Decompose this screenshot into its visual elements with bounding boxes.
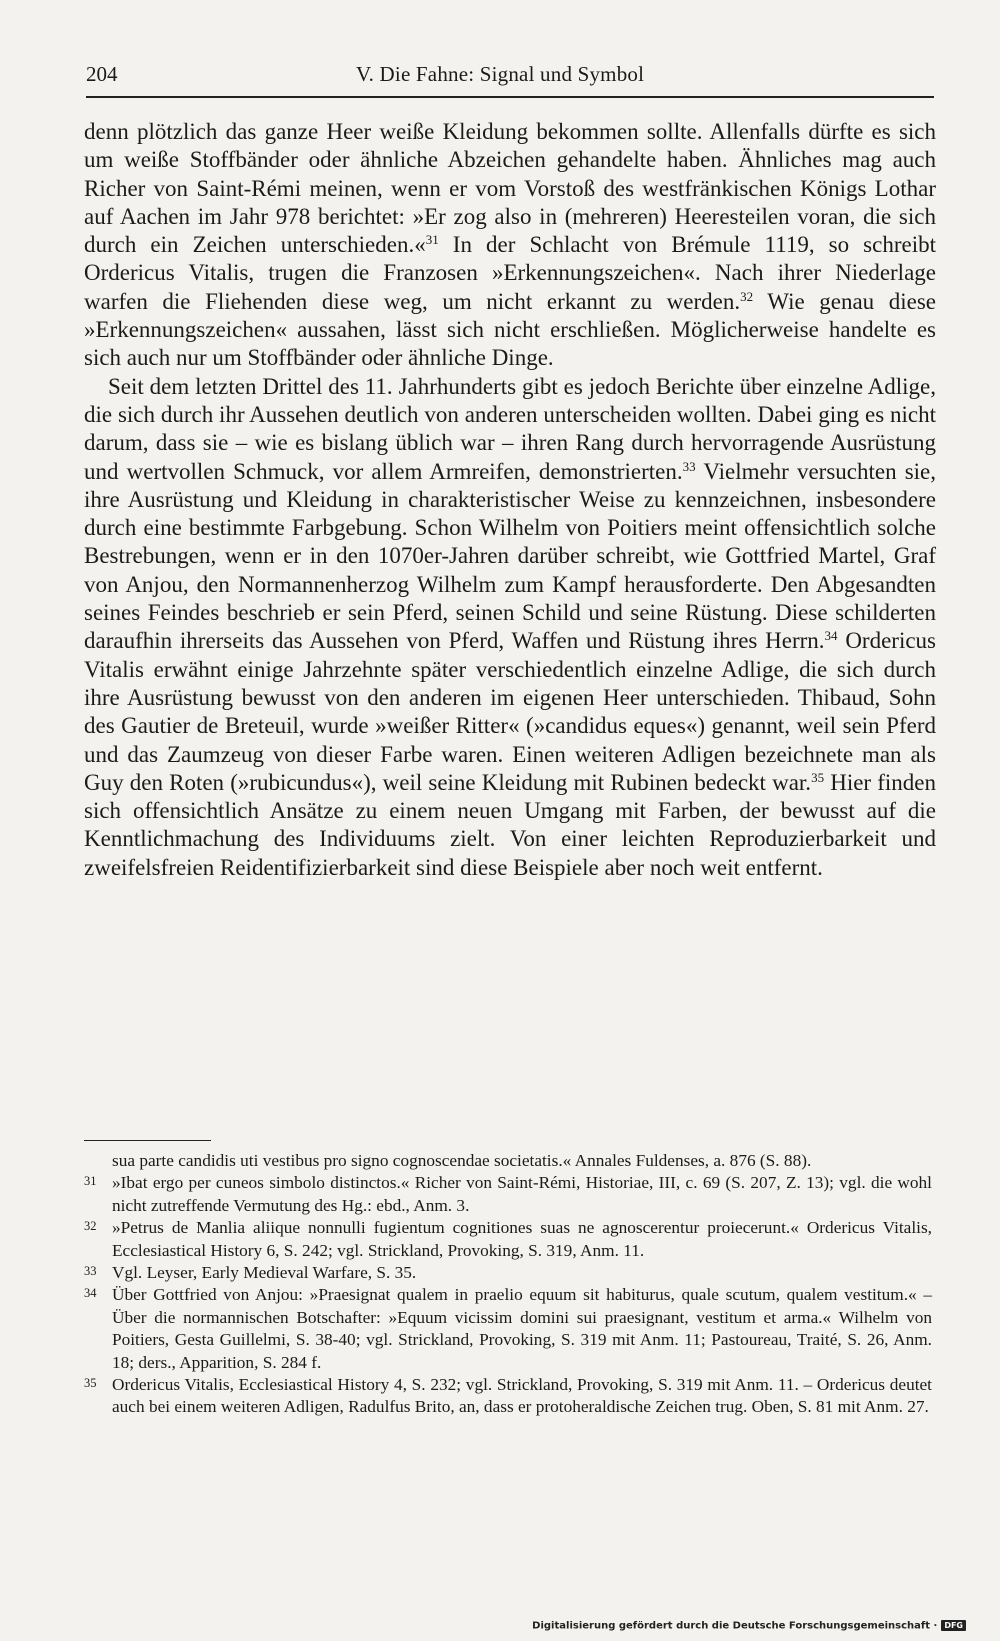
footnote-number: 31 [84, 1174, 97, 1189]
footnote-number: 34 [84, 1286, 97, 1301]
page-number: 204 [86, 62, 118, 86]
footnote-number: 35 [84, 1376, 97, 1391]
footnote-31: 31 »Ibat ergo per cuneos simbolo distinctos.« Richer von Saint-Rémi, Historiae, III, c. 69 (S. 207, Z. 13); vgl. die wohl nicht zutreffende Vermutung des Hg.: ebd., Anm. 3. [84, 1172, 932, 1217]
footnote-number: 33 [84, 1264, 97, 1279]
footnote-continuation: sua parte candidis uti vestibus pro signo cognoscendae societatis.« Annales Fuldenses, a. 876 (S. 88). [112, 1151, 812, 1170]
footnote-ref-35[interactable]: 35 [811, 769, 825, 785]
dfg-logo: DFG [941, 1620, 966, 1631]
digitization-credit: Digitalisierung gefördert durch die Deutsche Forschungsgemeinschaft · DFG [532, 1620, 966, 1632]
paragraph-1: denn plötzlich das ganze Heer weiße Kleidung bekommen sollte. Allenfalls dürfte es sich um weiße Stoffbänder oder ähnliche Abzeichen gehandelte haben. Ähnliches mag auch Richer von Saint-Rémi meinen, wenn er vom Vorstoß des westfränkischen Königs Lothar auf Aachen im Jahr 978 berichtet: »Er zog also in (mehreren) Heeresteilen voran, die sich durch ein Zeichen unterschieden.«$^{31}$ In der Schlacht von Brémule 1119, so schreibt Ordericus Vitalis, trugen die Franzosen »Erkennungszeichen«. Nach ihrer Niederlage warfen die Fliehenden diese weg, um nicht erkannt zu werden.$^{32}$ Wie genau diese »Erkennungszeichen« aussahen, lässt sich nicht erschließen. Möglicherweise handelte es sich auch nur um Stoffbänder oder ähnliche Dinge. [84, 119, 936, 371]
footnote-ref-34[interactable]: 34 [824, 628, 838, 644]
running-head [86, 62, 934, 92]
footnote-35: 35 Ordericus Vitalis, Ecclesiastical History 4, S. 232; vgl. Strickland, Provoking, S. 319 mit Anm. 11. – Ordericus deutet auch bei einem weiteren Adligen, Radulfus Brito, an, dass er protoheraldische Zeichen trug. Oben, S. 81 mit Anm. 27. [84, 1374, 932, 1419]
footnotes [84, 1150, 932, 1419]
paragraph-2: Seit dem letzten Drittel des 11. Jahrhunderts gibt es jedoch Berichte über einzelne Adlige, die sich durch ihr Aussehen deutlich von anderen unterscheiden wollten. Dabei ging es nicht darum, dass sie – wie es bislang üblich war – ihren Rang durch hervorragende Ausrüstung und wertvollen Schmuck, vor allem Armreifen, demonstrierten.$^{33}$ Vielmehr versuchten sie, ihre Ausrüstung und Kleidung in charakteristischer Weise zu kennzeichnen, insbesondere durch eine bestimmte Farbgebung. Schon Wilhelm von Poitiers meint offensichtlich solche Bestrebungen, wenn er in den 1070er-Jahren darüber schreibt, wie Gottfried Martel, Graf von Anjou, den Normannenherzog Wilhelm zum Kampf herausforderte. Den Abgesandten seines Feindes beschrieb er sein Pferd, seinen Schild und seine Rüstung. Diese schilderten daraufhin ihrerseits das Aussehen von Pferd, Waffen und Rüstung ihres Herrn.$^{34}$ Ordericus Vitalis erwähnt einige Jahrzehnte später verschiedentlich einzelne Adlige, die sich durch ihre Ausrüstung bewusst von den anderen im eigenen Heer unterschieden. Thibaud, Sohn des Gautier de Breteuil, wurde »weißer Ritter« (»candidus eques«) genannt, weil sein Pferd und das Zaumzeug von dieser Farbe waren. Einen weiteren Adligen bezeichnete man als Guy den Roten (»rubicundus«), weil seine Kleidung mit Rubinen bedeckt war.$^{35}$ Hier finden sich offensichtlich Ansätze zu einem neuen Umgang mit Farben, der bewusst auf die Kenntlichmachung des Individuums zielt. Von einer leichten Reproduzierbarkeit und zweifelsfreien Reidentifizierbarkeit sind diese Beispiele aber noch weit entfernt. [84, 373, 937, 880]
footnote-32: 32 »Petrus de Manlia aliique nonnulli fugientum cognitiones suas ne agnoscerentur proiecerunt.« Ordericus Vitalis, Ecclesiastical History 6, S. 242; vgl. Strickland, Provoking, S. 319, Anm. 11. [84, 1217, 932, 1262]
footnote-ref-31[interactable]: 31 [425, 232, 439, 248]
header-rule [86, 96, 934, 98]
footnote-33: 33 Vgl. Leyser, Early Medieval Warfare, S. 35. [84, 1262, 932, 1284]
footnote-number: 32 [84, 1219, 97, 1234]
running-title: V. Die Fahne: Signal und Symbol [356, 62, 645, 86]
footnote-ref-32[interactable]: 32 [740, 288, 754, 304]
footnote-34: 34 Über Gottfried von Anjou: »Praesignat qualem in praelio equum sit habiturus, quale scutum, qualem vestitum.« – Über die normannischen Botschafter: »Equum vicissim domini sui praesignant, vestitum et arma.« Wilhelm von Poitiers, Gesta Guillelmi, S. 38-40; vgl. Strickland, Provoking, S. 319 mit Anm. 11; Pastoureau, Traité, S. 26, Anm. 18; ders., Apparition, S. 284 f. [84, 1284, 932, 1374]
footnote-ref-33[interactable]: 33 [682, 458, 696, 474]
main-text [84, 118, 936, 882]
footnote-rule [84, 1140, 211, 1141]
